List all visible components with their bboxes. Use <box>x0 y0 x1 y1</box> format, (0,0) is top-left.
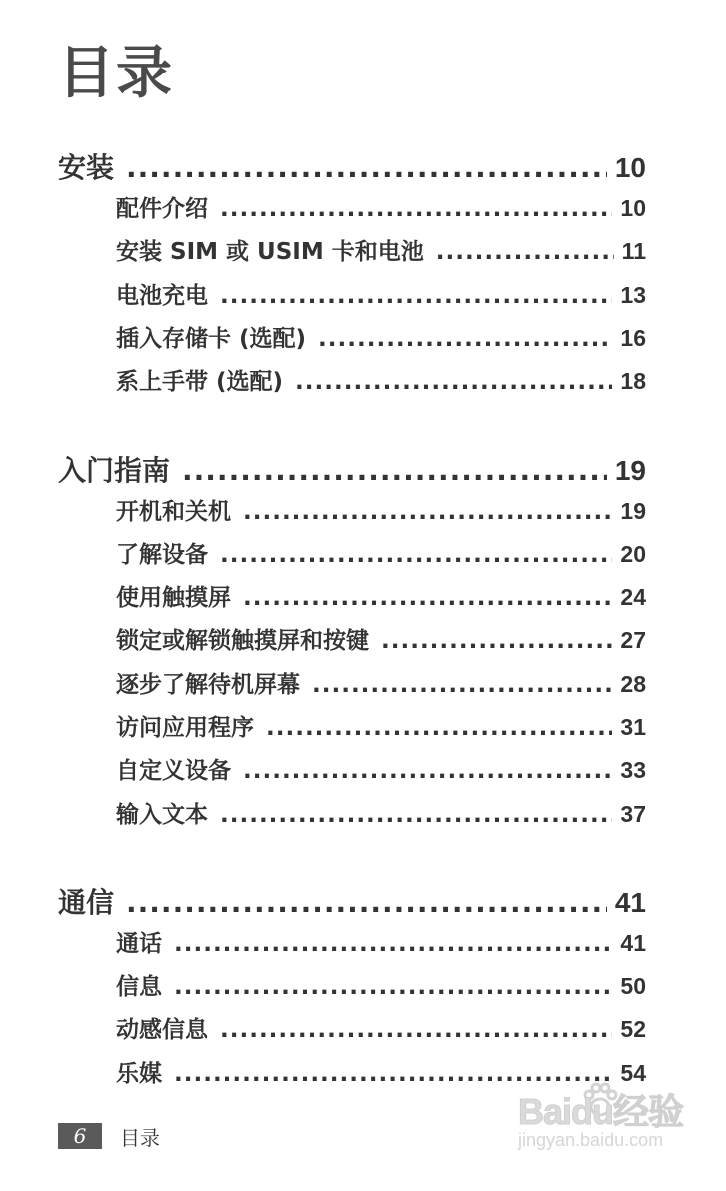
toc-section-entry[interactable] <box>116 709 646 743</box>
baidu-watermark <box>518 1080 688 1160</box>
page-number-badge: 6 <box>58 1123 102 1149</box>
toc-section-entry[interactable] <box>116 320 646 354</box>
toc-section-entry[interactable] <box>116 579 646 613</box>
toc-chapter-entry[interactable] <box>58 881 646 921</box>
toc-entry-title: 插入存储卡 (选配) <box>116 326 307 352</box>
toc-dot-leader <box>174 974 612 1000</box>
toc-entry-page-number: 27 <box>620 627 646 653</box>
toc-entry-page-number: 11 <box>621 238 646 264</box>
toc-dot-leader <box>126 151 607 184</box>
toc-entry-title: 动感信息 <box>116 1017 208 1043</box>
toc-entry-title: 配件介绍 <box>116 196 208 222</box>
toc-section-entry[interactable] <box>116 796 646 830</box>
toc-entry-page-number: 10 <box>620 195 646 221</box>
page-footer <box>58 1122 160 1150</box>
toc-entry-page-number: 10 <box>614 152 646 183</box>
toc-entry-page-number: 19 <box>614 455 646 486</box>
toc-section-entry[interactable] <box>116 1011 646 1045</box>
toc-dot-leader <box>220 542 612 568</box>
toc-entry-title: 系上手带 (选配) <box>116 369 284 395</box>
toc-entry-title: 锁定或解锁触摸屏和按键 <box>116 628 369 654</box>
toc-dot-leader <box>312 672 612 698</box>
toc-dot-leader <box>381 628 612 654</box>
toc-section-entry[interactable] <box>116 622 646 656</box>
toc-entry-page-number: 18 <box>620 368 646 394</box>
toc-entry-page-number: 52 <box>620 1016 646 1042</box>
toc-section-entry[interactable] <box>116 233 646 267</box>
toc-entry-page-number: 41 <box>614 887 646 918</box>
toc-entry-title: 自定义设备 <box>116 758 231 784</box>
toc-entry-title: 开机和关机 <box>116 499 231 525</box>
toc-entry-page-number: 20 <box>620 541 646 567</box>
toc-dot-leader <box>220 802 612 828</box>
toc-entry-page-number: 19 <box>620 498 646 524</box>
toc-entry-title: 乐媒 <box>116 1061 162 1087</box>
toc-dot-leader <box>295 369 612 395</box>
toc-section-entry[interactable] <box>116 925 646 959</box>
toc-dot-leader <box>220 1017 612 1043</box>
toc-dot-leader <box>243 585 612 611</box>
toc-entry-title: 安装 SIM 或 USIM 卡和电池 <box>116 239 424 265</box>
watermark-url: jingyan.baidu.com <box>518 1130 664 1150</box>
toc-section-entry[interactable] <box>116 752 646 786</box>
footer-section-label: 目录 <box>120 1125 160 1150</box>
toc-dot-leader <box>243 758 612 784</box>
toc-section-entry[interactable] <box>116 190 646 224</box>
toc-dot-leader <box>220 283 612 309</box>
toc-dot-leader <box>318 326 612 352</box>
toc-entry-page-number: 50 <box>620 973 646 999</box>
toc-section-entry[interactable] <box>116 493 646 527</box>
toc-entry-page-number: 33 <box>620 757 646 783</box>
toc-dot-leader <box>220 196 612 222</box>
toc-entry-page-number: 16 <box>620 325 646 351</box>
toc-entry-page-number: 13 <box>620 282 646 308</box>
page-title: 目录 <box>58 41 174 106</box>
toc-entry-title: 使用触摸屏 <box>116 585 231 611</box>
toc-entry-page-number: 41 <box>620 930 646 956</box>
toc-section-entry[interactable] <box>116 277 646 311</box>
toc-entry-title: 信息 <box>116 974 162 1000</box>
toc-dot-leader <box>126 886 607 919</box>
toc-section-entry[interactable] <box>116 666 646 700</box>
toc-section-entry[interactable] <box>116 363 646 397</box>
toc-entry-title: 通话 <box>116 931 162 957</box>
toc-entry-title: 安装 <box>58 151 115 184</box>
toc-entry-page-number: 37 <box>620 801 646 827</box>
toc-dot-leader <box>266 715 612 741</box>
toc-entry-title: 输入文本 <box>116 802 208 828</box>
toc-entry-page-number: 31 <box>620 714 646 740</box>
toc-entry-title: 电池充电 <box>116 283 208 309</box>
toc-section-entry[interactable] <box>116 536 646 570</box>
toc-entry-page-number: 28 <box>620 671 646 697</box>
toc-dot-leader <box>243 499 612 525</box>
toc-entry-title: 逐步了解待机屏幕 <box>116 672 300 698</box>
toc-chapter-entry[interactable] <box>58 449 646 489</box>
toc-entry-title: 访问应用程序 <box>116 715 254 741</box>
toc-chapter-entry[interactable] <box>58 146 646 186</box>
toc-dot-leader <box>174 931 612 957</box>
watermark-logo-text: Baidu经验 <box>518 1091 684 1132</box>
toc-entry-title: 了解设备 <box>116 542 208 568</box>
toc-entry-page-number: 24 <box>620 584 646 610</box>
toc-dot-leader <box>182 454 607 487</box>
toc-entry-title: 通信 <box>58 886 115 919</box>
toc-entry-title: 入门指南 <box>58 454 171 487</box>
toc-section-entry[interactable] <box>116 968 646 1002</box>
toc-dot-leader <box>436 239 614 265</box>
toc-entry-page-number: 54 <box>620 1060 646 1086</box>
